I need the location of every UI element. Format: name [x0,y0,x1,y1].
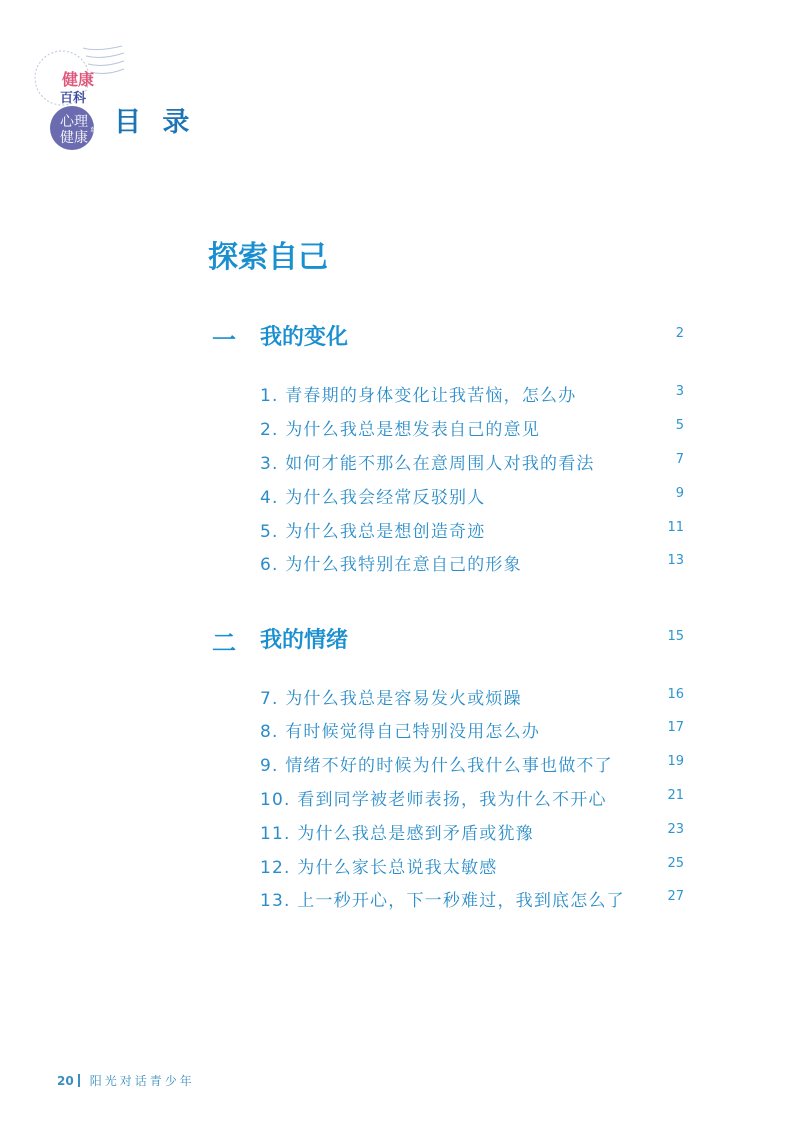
toc-entry-title: 10. 看到同学被老师表扬，我为什么不开心 [260,790,607,810]
toc-entry[interactable] [260,717,684,741]
series-logo [28,40,128,150]
section-title: 我的情绪 [260,628,349,653]
toc-entry[interactable] [260,751,684,775]
footer-divider [78,1074,80,1087]
toc-entry-page: 3 [675,384,684,399]
section-page-number: 15 [667,629,684,644]
toc-entry[interactable] [260,381,684,405]
toc-entry[interactable] [260,449,684,473]
section-page-number: 2 [675,326,684,341]
toc-entry-title: 1. 青春期的身体变化让我苦恼，怎么办 [260,386,577,406]
toc-entry-title: 11. 为什么我总是感到矛盾或犹豫 [260,824,534,844]
toc-entry-title: 8. 有时候觉得自己特别没用怎么办 [260,722,541,742]
toc-entry-title: 4. 为什么我会经常反驳别人 [260,488,486,508]
toc-entry-title: 12. 为什么家长总说我太敏感 [260,858,498,878]
toc-entry-page: 21 [667,788,684,803]
toc-entry-page: 5 [675,418,684,433]
page-title: 目 录 [114,107,196,138]
logo-side-text: 系列 [90,127,103,134]
page-footer [57,1072,195,1089]
toc-entry-page: 17 [667,720,684,735]
section-heading[interactable] [212,623,686,657]
toc-entry-page: 23 [667,822,684,837]
toc-entry[interactable] [260,785,684,809]
toc-entry-page: 11 [667,520,684,535]
toc-entry-page: 16 [667,687,684,702]
section-number: 一 [212,326,236,354]
part-title: 探索自己 [208,240,328,275]
toc-entry-page: 13 [667,553,684,568]
toc-entry-title: 7. 为什么我总是容易发火或烦躁 [260,689,522,709]
toc-entry-page: 25 [667,856,684,871]
footer-page-number: 20 [57,1073,74,1088]
logo-circle-text-1: 心理 [60,114,88,130]
toc-entry[interactable] [260,415,684,439]
toc-entry-page: 9 [675,486,684,501]
section-heading[interactable] [212,320,686,354]
toc-entry[interactable] [260,853,684,877]
toc-entry[interactable] [260,684,684,708]
toc-entry-title: 3. 如何才能不那么在意周围人对我的看法 [260,454,595,474]
toc-entry-title: 9. 情绪不好的时候为什么我什么事也做不了 [260,756,613,776]
toc-entry-page: 7 [675,452,684,467]
toc-entry[interactable] [260,819,684,843]
logo-mid-text: 百科 [60,91,87,106]
logo-circle-text-2: 健康 [60,130,88,146]
toc-entry[interactable] [260,886,684,910]
toc-entry-title: 6. 为什么我特别在意自己的形象 [260,555,522,575]
section-title: 我的变化 [260,325,349,350]
toc-entry-title: 2. 为什么我总是想发表自己的意见 [260,420,541,440]
toc-entry[interactable] [260,550,684,574]
toc-entry[interactable] [260,517,684,541]
logo-top-text: 健康 [62,70,95,89]
toc-entry-title: 13. 上一秒开心，下一秒难过，我到底怎么了 [260,891,625,911]
section-number: 二 [212,629,236,657]
toc-entry-title: 5. 为什么我总是想创造奇迹 [260,522,486,542]
toc-entry-page: 19 [667,754,684,769]
toc-entry-page: 27 [667,889,684,904]
series-stamp-icon [28,40,128,150]
footer-book-title: 阳光对话青少年 [89,1074,195,1088]
toc-entry[interactable] [260,483,684,507]
